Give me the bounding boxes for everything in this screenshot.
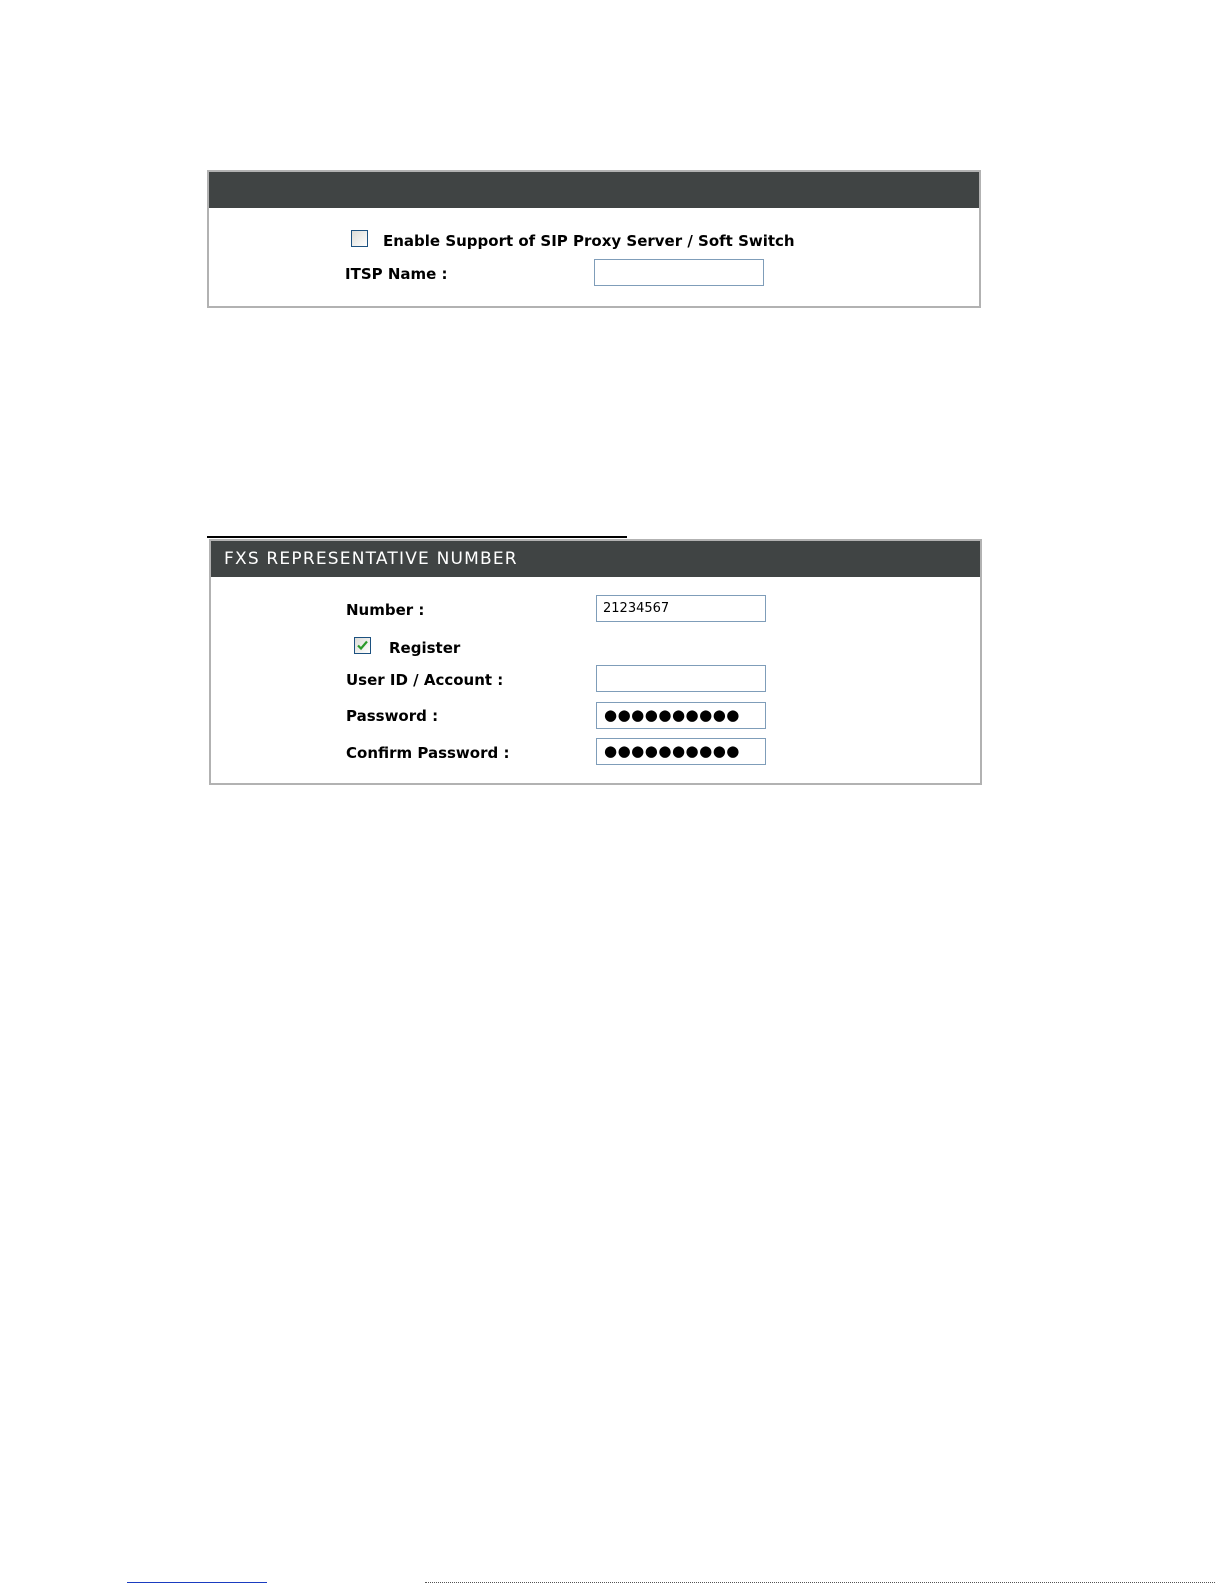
sip-proxy-panel-header: [209, 172, 979, 208]
user-id-input[interactable]: [596, 665, 766, 692]
register-label: Register: [389, 639, 461, 657]
password-label: Password :: [346, 707, 439, 725]
sip-proxy-panel: [207, 170, 981, 308]
confirm-password-input[interactable]: ●●●●●●●●●●: [596, 738, 766, 765]
itsp-name-input[interactable]: [594, 259, 764, 286]
enable-sip-proxy-label: Enable Support of SIP Proxy Server / Soft Switch: [383, 232, 795, 250]
checkmark-icon: [356, 639, 369, 652]
register-checkbox[interactable]: [354, 637, 371, 654]
fxs-representative-number-panel: [209, 539, 982, 785]
footer-link-underline: [127, 1582, 267, 1583]
fxs-panel-header: FXS REPRESENTATIVE NUMBER: [211, 541, 980, 577]
enable-sip-proxy-checkbox[interactable]: [351, 230, 368, 247]
itsp-name-label: ITSP Name :: [345, 265, 448, 283]
footer-dotted-line: [425, 1582, 1215, 1583]
confirm-password-label: Confirm Password :: [346, 744, 510, 762]
user-id-label: User ID / Account :: [346, 671, 504, 689]
section-separator-line: [207, 536, 627, 538]
password-input[interactable]: ●●●●●●●●●●: [596, 702, 766, 729]
number-label: Number :: [346, 601, 425, 619]
number-input[interactable]: 21234567: [596, 595, 766, 622]
